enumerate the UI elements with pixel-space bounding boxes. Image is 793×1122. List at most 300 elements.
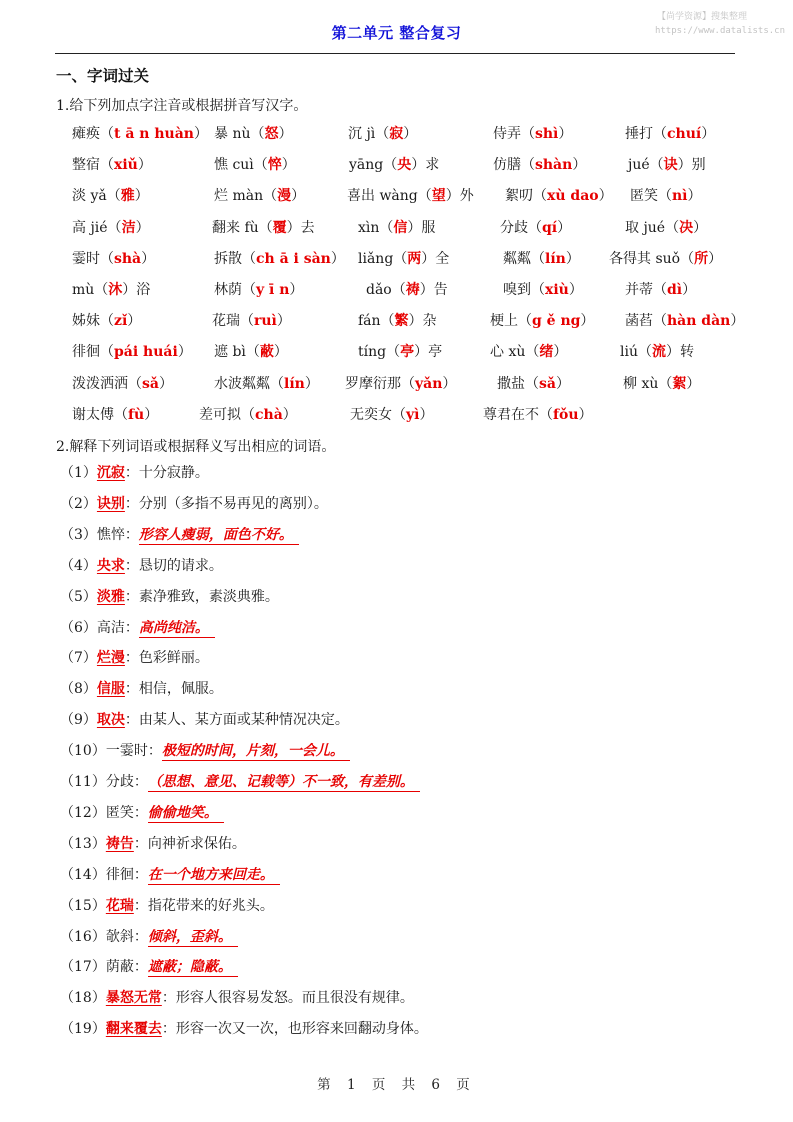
- item-prompt: 高 jié（: [72, 219, 122, 236]
- item-prompt: fán（: [358, 313, 395, 330]
- definition-item: [60, 709, 349, 729]
- pinyin-item: [358, 217, 435, 237]
- pinyin-item: [483, 404, 593, 424]
- item-suffix: ）: [442, 375, 457, 392]
- item-suffix: ）: [580, 313, 595, 330]
- item-suffix: ）: [687, 188, 702, 205]
- pinyin-item: [214, 279, 303, 299]
- item-suffix: ）求: [411, 157, 440, 174]
- item-suffix: ）告: [419, 282, 448, 298]
- item-answer: 两: [407, 250, 422, 267]
- definition-item: [60, 493, 328, 513]
- item-answer: t ā n huàn: [114, 126, 194, 142]
- item-answer: 祷: [405, 282, 420, 298]
- item-suffix: ）: [289, 282, 304, 298]
- item-suffix: ）去: [286, 219, 315, 236]
- pinyin-item: [503, 248, 580, 268]
- term: 烂漫: [96, 650, 125, 667]
- separator: ：: [133, 804, 148, 821]
- pinyin-item: [72, 404, 158, 424]
- item-number: （15）: [60, 897, 106, 914]
- header-divider: [55, 53, 735, 54]
- definition-item: [60, 926, 238, 946]
- item-answer: sǎ: [539, 375, 556, 392]
- item-number: （12）: [60, 804, 106, 821]
- item-prompt: yāng（: [349, 157, 398, 174]
- separator: ：: [124, 495, 139, 512]
- definition-item: [60, 895, 274, 915]
- item-suffix: ）: [291, 188, 306, 205]
- item-number: （3）: [60, 526, 97, 543]
- item-prompt: 捶打（: [625, 126, 667, 142]
- item-prompt: 并蒂（: [625, 282, 667, 298]
- item-suffix: ）服: [407, 219, 436, 236]
- item-number: （7）: [60, 650, 97, 667]
- item-prompt: 整宿（: [72, 157, 114, 174]
- pinyin-item: [497, 373, 570, 393]
- watermark: [655, 10, 785, 38]
- definition-item: [60, 740, 350, 760]
- item-answer: 雅: [120, 188, 135, 205]
- item-prompt: 淡 yǎ（: [72, 188, 121, 205]
- separator: ：: [161, 1021, 176, 1038]
- separator: ：: [161, 990, 176, 1007]
- pinyin-item: [214, 373, 319, 393]
- item-suffix: ）浴: [122, 282, 151, 298]
- watermark-url: https://www.datalists.cn: [654, 26, 785, 36]
- meaning: 由某人、某方面或某种情况决定。: [138, 712, 349, 729]
- item-answer: fǒu: [553, 406, 579, 423]
- pinyin-item: [348, 123, 417, 143]
- meaning: 素净雅致，素淡典雅。: [138, 588, 279, 605]
- meaning: 高尚纯洁。: [139, 620, 215, 638]
- meaning: 恳切的请求。: [138, 557, 223, 574]
- item-suffix: ）全: [421, 250, 450, 267]
- item-prompt: 仿膳（: [493, 157, 535, 174]
- item-answer: 寂: [389, 126, 404, 142]
- pinyin-item: [350, 404, 433, 424]
- pinyin-item: [214, 185, 305, 205]
- pinyin-item: [349, 154, 439, 174]
- meaning: 遮蔽；隐蔽。: [148, 959, 238, 977]
- item-number: （14）: [60, 866, 106, 883]
- pinyin-item: [72, 185, 149, 205]
- item-prompt: mù（: [72, 282, 109, 298]
- item-prompt: 嗅到（: [503, 282, 545, 298]
- pinyin-item: [620, 341, 694, 361]
- item-suffix: ）: [568, 282, 583, 298]
- item-prompt: 憔 cuì（: [214, 157, 268, 174]
- item-answer: dì: [667, 282, 683, 298]
- item-suffix: ）: [330, 250, 345, 267]
- item-answer: 覆: [272, 219, 287, 236]
- item-prompt: 瘫痪（: [72, 126, 114, 142]
- pinyin-item: [72, 341, 192, 361]
- pinyin-item: [625, 310, 744, 330]
- item-suffix: ）: [282, 406, 297, 423]
- item-suffix: ）: [572, 157, 587, 174]
- pinyin-item: [72, 373, 173, 393]
- item-prompt: 泼泼洒洒（: [72, 375, 142, 392]
- pinyin-item: [500, 217, 571, 237]
- item-prompt: 粼粼（: [503, 250, 545, 267]
- item-suffix: ）: [693, 219, 708, 236]
- term: 信服: [96, 681, 125, 698]
- separator: ：: [133, 866, 148, 883]
- item-answer: 望: [431, 188, 446, 205]
- separator: ：: [133, 928, 148, 945]
- item-prompt: xìn（: [358, 219, 394, 236]
- item-answer: g ě ng: [532, 313, 581, 330]
- item-answer: xiǔ: [114, 157, 138, 174]
- item-suffix: ）亭: [414, 344, 443, 361]
- pinyin-item: [358, 248, 449, 268]
- pinyin-item: [72, 248, 155, 268]
- definition-item: [60, 771, 420, 791]
- item-prompt: 水波粼粼（: [214, 375, 284, 392]
- term: 荫蔽: [105, 959, 134, 976]
- item-suffix: ）: [273, 344, 288, 361]
- item-prompt: 侍弄（: [493, 126, 535, 142]
- item-prompt: 分歧（: [500, 219, 542, 236]
- item-answer: 蔽: [259, 344, 274, 361]
- separator: ：: [147, 743, 162, 760]
- term: 花瑞: [105, 897, 134, 914]
- item-suffix: ）: [278, 126, 293, 142]
- item-suffix: ）转: [665, 344, 694, 361]
- item-number: （5）: [60, 588, 97, 605]
- item-prompt: 絮叨（: [505, 188, 547, 205]
- term: 暴怒无常: [105, 990, 162, 1007]
- pinyin-item: [609, 248, 722, 268]
- item-answer: sǎ: [142, 375, 159, 392]
- pinyin-item: [628, 154, 706, 174]
- item-suffix: ）杂: [408, 313, 437, 330]
- definition-item: [60, 1018, 428, 1038]
- pinyin-item: [212, 310, 291, 330]
- separator: ：: [124, 465, 139, 481]
- term: 央求: [96, 557, 125, 574]
- item-number: （19）: [60, 1021, 106, 1038]
- separator: ：: [133, 959, 148, 976]
- item-suffix: ）: [730, 313, 745, 330]
- item-number: （8）: [60, 681, 97, 698]
- meaning: 偷偷地笑。: [148, 805, 224, 823]
- item-prompt: 林荫（: [214, 282, 256, 298]
- item-suffix: ）: [403, 126, 418, 142]
- item-suffix: ）: [565, 250, 580, 267]
- pinyin-item: [366, 279, 448, 299]
- item-answer: pái huái: [114, 344, 178, 361]
- item-prompt: liú（: [620, 344, 652, 361]
- term: 匿笑: [105, 804, 134, 821]
- item-prompt: 暴 nù（: [214, 126, 265, 142]
- definition-item: [60, 833, 246, 853]
- pinyin-item: [358, 341, 442, 361]
- pinyin-item: [72, 279, 150, 299]
- definition-item: [60, 617, 215, 637]
- item-number: （10）: [60, 743, 106, 760]
- item-prompt: 梗上（: [490, 313, 532, 330]
- item-suffix: ）: [158, 375, 173, 392]
- definition-item: [60, 586, 279, 606]
- term: 分歧: [105, 774, 134, 790]
- meaning: 极短的时间，片刻，一会儿。: [162, 743, 350, 761]
- item-answer: shì: [535, 126, 559, 142]
- term: 一霎时: [105, 743, 148, 760]
- item-number: （16）: [60, 928, 106, 945]
- item-suffix: ）: [127, 313, 142, 330]
- item-answer: xù dao: [547, 188, 599, 205]
- definition-item: [60, 555, 223, 575]
- item-suffix: ）别: [677, 157, 706, 174]
- term: 沉寂: [96, 465, 125, 481]
- meaning: 形容一次又一次，也形容来回翻动身体。: [175, 1021, 428, 1038]
- pinyin-item: [490, 310, 594, 330]
- item-suffix: ）: [304, 375, 319, 392]
- item-answer: lín: [545, 250, 566, 267]
- meaning: 在一个地方来回走。: [148, 867, 280, 885]
- separator: ：: [124, 526, 139, 543]
- question-1-title: 1.给下列加点字注音或根据拼音写汉字。: [56, 98, 308, 114]
- pinyin-item: [212, 217, 315, 237]
- item-suffix: ）: [134, 188, 149, 205]
- item-prompt: 烂 màn（: [214, 188, 278, 205]
- term: 高洁: [96, 619, 125, 636]
- item-answer: 所: [694, 250, 709, 267]
- meaning: 倾斜，歪斜。: [148, 929, 238, 947]
- item-prompt: 喜出 wàng（: [347, 188, 432, 205]
- meaning: 指花带来的好兆头。: [147, 897, 274, 914]
- item-answer: 怒: [264, 126, 279, 142]
- pinyin-item: [214, 341, 288, 361]
- pinyin-item: [345, 373, 456, 393]
- pinyin-item: [347, 185, 474, 205]
- term: 取决: [96, 712, 125, 729]
- item-prompt: 心 xù（: [490, 344, 540, 361]
- meaning: 相信，佩服。: [138, 681, 223, 698]
- item-number: （17）: [60, 959, 106, 976]
- item-answer: 绪: [539, 344, 554, 361]
- pinyin-item: [199, 404, 297, 424]
- item-answer: ch ā i sàn: [256, 250, 331, 267]
- item-suffix: ）: [144, 406, 159, 423]
- item-suffix: ）: [553, 344, 568, 361]
- item-prompt: 遮 bì（: [214, 344, 260, 361]
- item-answer: shàn: [535, 157, 573, 174]
- item-prompt: 各得其 suǒ（: [609, 250, 695, 267]
- item-answer: shà: [114, 250, 142, 267]
- item-prompt: 尊君在不（: [483, 406, 553, 423]
- term: 欹斜: [105, 928, 134, 945]
- pinyin-item: [214, 123, 292, 143]
- item-suffix: ）: [281, 157, 296, 174]
- item-suffix: ）: [177, 344, 192, 361]
- item-suffix: ）: [598, 188, 613, 205]
- definition-item: [60, 678, 223, 698]
- item-suffix: ）: [557, 219, 572, 236]
- term: 淡雅: [96, 588, 125, 605]
- pinyin-item: [505, 185, 613, 205]
- item-answer: hàn dàn: [667, 313, 731, 330]
- item-suffix: ）: [193, 126, 208, 142]
- item-number: （11）: [60, 774, 106, 790]
- page-number: 第 1 页 共 6 页: [317, 1077, 476, 1093]
- item-answer: chuí: [667, 126, 702, 142]
- item-answer: 悴: [267, 157, 282, 174]
- pinyin-item: [493, 123, 572, 143]
- item-suffix: ）: [276, 313, 291, 330]
- item-answer: 洁: [121, 219, 136, 236]
- item-answer: 决: [679, 219, 694, 236]
- item-prompt: 沉 jì（: [348, 126, 390, 142]
- item-number: （2）: [60, 495, 97, 512]
- item-prompt: 花瑞（: [212, 313, 254, 330]
- item-suffix: ）: [419, 406, 434, 423]
- item-answer: 亭: [400, 344, 415, 361]
- pinyin-item: [214, 248, 345, 268]
- meaning: 分别（多指不易再见的离别）。: [138, 495, 328, 512]
- item-suffix: ）外: [445, 188, 474, 205]
- item-answer: 絮: [672, 375, 687, 392]
- pinyin-item: [72, 123, 208, 143]
- item-answer: chà: [255, 406, 283, 423]
- item-prompt: 拆散（: [214, 250, 256, 267]
- separator: ：: [124, 619, 139, 636]
- item-answer: 流: [651, 344, 666, 361]
- item-suffix: ）: [135, 219, 150, 236]
- item-number: （1）: [60, 465, 97, 481]
- item-suffix: ）: [137, 157, 152, 174]
- item-prompt: 无奕女（: [350, 406, 406, 423]
- item-suffix: ）: [558, 126, 573, 142]
- pinyin-item: [72, 217, 150, 237]
- term: 徘徊: [105, 866, 134, 883]
- item-prompt: 取 jué（: [625, 219, 680, 236]
- term: 翻来覆去: [105, 1021, 162, 1038]
- pinyin-item: [625, 123, 715, 143]
- separator: ：: [124, 712, 139, 729]
- definition-item: [60, 802, 224, 822]
- separator: ：: [124, 681, 139, 698]
- item-answer: lín: [284, 375, 305, 392]
- meaning: 形容人瘦弱，面色不好。: [139, 527, 299, 545]
- separator: ：: [133, 835, 148, 852]
- meaning: 形容人很容易发怒。而且很没有规律。: [175, 990, 414, 1007]
- item-prompt: 罗摩衍那（: [345, 375, 415, 392]
- item-prompt: 撒盐（: [497, 375, 539, 392]
- item-suffix: ）: [578, 406, 593, 423]
- item-prompt: 柳 xù（: [623, 375, 673, 392]
- item-answer: 信: [393, 219, 408, 236]
- item-answer: nì: [672, 188, 688, 205]
- definition-item: [60, 864, 280, 884]
- item-suffix: ）: [682, 282, 697, 298]
- definition-item: [60, 462, 209, 482]
- separator: ：: [133, 774, 148, 790]
- item-answer: yǎn: [415, 375, 443, 392]
- item-prompt: 谢太傅（: [72, 406, 128, 423]
- item-answer: 漫: [277, 188, 292, 205]
- item-suffix: ）: [701, 126, 716, 142]
- definition-item: [60, 987, 414, 1007]
- definition-item: [60, 956, 238, 976]
- item-prompt: 菡萏（: [625, 313, 667, 330]
- item-prompt: liǎng（: [358, 250, 408, 267]
- item-answer: 央: [397, 157, 412, 174]
- pinyin-item: [623, 373, 700, 393]
- item-answer: xiù: [545, 282, 569, 298]
- item-number: （18）: [60, 990, 106, 1007]
- pinyin-item: [625, 279, 696, 299]
- item-prompt: 徘徊（: [72, 344, 114, 361]
- meaning: （思想、意见、记载等）不一致，有差别。: [148, 774, 420, 792]
- section-title: 一、字词过关: [56, 67, 150, 85]
- definition-item: [60, 524, 299, 544]
- watermark-source: 【尚学资源】搜集整理: [656, 12, 747, 22]
- separator: ：: [124, 588, 139, 605]
- meaning: 向神祈求保佑。: [147, 835, 246, 852]
- pinyin-item: [358, 310, 437, 330]
- item-answer: qí: [542, 219, 558, 236]
- item-suffix: ）: [555, 375, 570, 392]
- item-prompt: dǎo（: [366, 282, 406, 298]
- item-answer: 诀: [663, 157, 678, 174]
- pinyin-item: [72, 154, 152, 174]
- pinyin-item: [625, 217, 707, 237]
- pinyin-item: [493, 154, 586, 174]
- term: 诀别: [96, 495, 125, 512]
- pinyin-item: [503, 279, 583, 299]
- item-number: （6）: [60, 619, 97, 636]
- item-prompt: 翻来 fù（: [212, 219, 273, 236]
- item-suffix: ）: [708, 250, 723, 267]
- item-answer: zǐ: [114, 313, 128, 330]
- item-answer: y ī n: [256, 282, 290, 298]
- separator: ：: [124, 650, 139, 667]
- item-prompt: 姊妹（: [72, 313, 114, 330]
- item-prompt: 匿笑（: [630, 188, 672, 205]
- pinyin-item: [72, 310, 141, 330]
- item-prompt: tíng（: [358, 344, 401, 361]
- meaning: 十分寂静。: [138, 465, 209, 481]
- question-2-title: 2.解释下列词语或根据释义写出相应的词语。: [56, 439, 336, 455]
- item-prompt: 差可拟（: [199, 406, 255, 423]
- item-answer: 繁: [394, 313, 409, 330]
- page-title: 第二单元 整合复习: [331, 24, 462, 42]
- term: 祷告: [105, 835, 134, 852]
- pinyin-item: [214, 154, 296, 174]
- item-suffix: ）: [686, 375, 701, 392]
- pinyin-item: [490, 341, 567, 361]
- item-number: （13）: [60, 835, 106, 852]
- definition-item: [60, 647, 209, 667]
- item-prompt: 霎时（: [72, 250, 114, 267]
- term: 憔悴: [96, 526, 125, 543]
- item-number: （4）: [60, 557, 97, 574]
- pinyin-item: [630, 185, 702, 205]
- item-answer: 沐: [108, 282, 123, 298]
- item-suffix: ）: [141, 250, 156, 267]
- separator: ：: [133, 897, 148, 914]
- item-prompt: jué（: [628, 157, 664, 174]
- item-answer: ruì: [254, 313, 277, 330]
- separator: ：: [124, 557, 139, 574]
- meaning: 色彩鲜丽。: [138, 650, 209, 667]
- item-number: （9）: [60, 712, 97, 729]
- item-answer: fù: [128, 406, 145, 423]
- item-answer: yì: [406, 406, 420, 423]
